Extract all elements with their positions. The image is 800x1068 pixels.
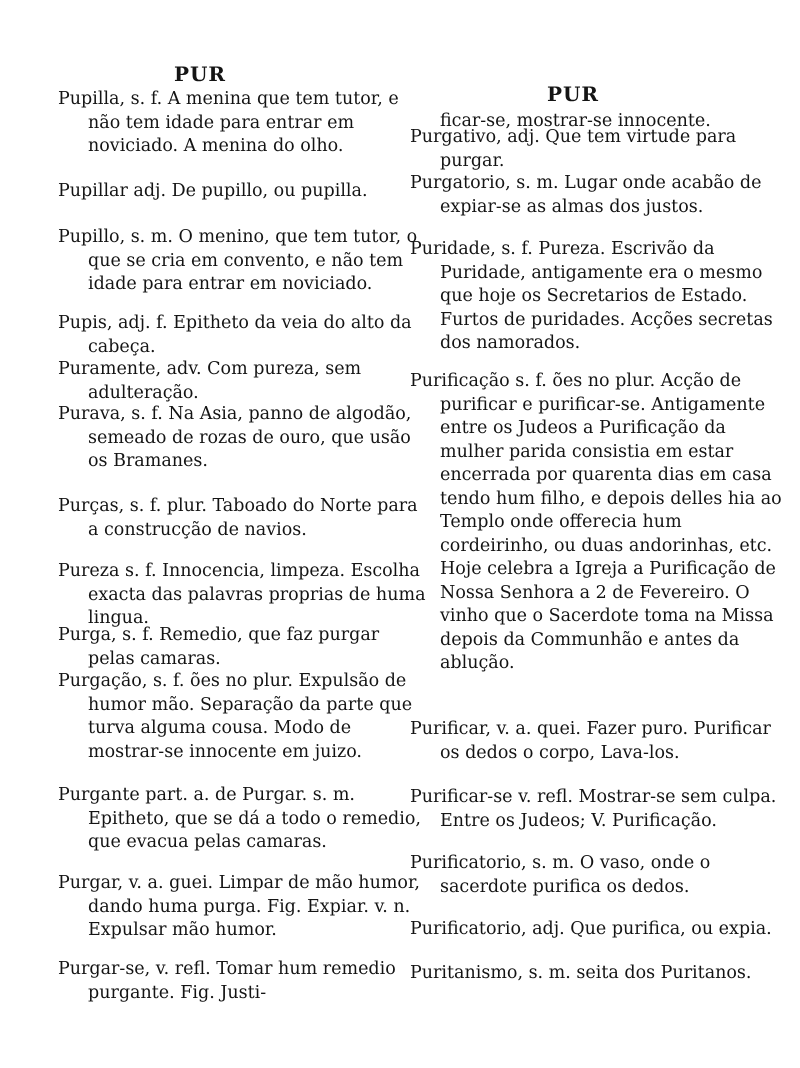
- entry-definition: , adj. f. Epitheto da veia do alto da cabeça.: [88, 313, 412, 357]
- entry-headword: Purificatorio: [410, 919, 521, 939]
- entry-headword: Purava: [58, 404, 121, 424]
- dictionary-entry: [410, 172, 792, 219]
- right-running-header: PUR: [546, 82, 600, 106]
- dictionary-entry: [410, 126, 792, 173]
- dictionary-entry: [58, 495, 430, 542]
- dictionary-entry: [410, 238, 792, 356]
- entry-definition: , s. m. seita dos Puritanos.: [517, 963, 752, 983]
- entry-headword: Purificação: [410, 371, 510, 391]
- entry-definition: , s. f. A menina que tem tutor, e não tem idade para entrar em noviciado. A menina do olho.: [88, 89, 399, 156]
- dictionary-entry: [58, 226, 430, 297]
- entry-definition: s. f. Innocencia, limpeza. Escolha exacta das palavras proprias de huma lingua.: [88, 561, 426, 628]
- entry-definition: , adv. Com pureza, sem adulteração.: [88, 359, 362, 403]
- entry-headword: Pupis: [58, 313, 107, 333]
- dictionary-entry: [58, 312, 430, 359]
- dictionary-entry: [58, 358, 430, 405]
- entry-headword: Purgante: [58, 785, 140, 805]
- dictionary-entry: [58, 872, 430, 943]
- entry-definition: , s. f. plur. Taboado do Norte para a construcção de navios.: [88, 496, 418, 540]
- entry-definition: , adj. Que purifica, ou expia.: [520, 919, 772, 939]
- dictionary-entry: [58, 624, 430, 671]
- entry-headword: Purgar-se: [58, 959, 145, 979]
- entry-definition: , v. refl. Tomar hum remedio purgante. Fig. Justi-: [88, 959, 396, 1003]
- entry-definition: , s. m. O menino, que tem tutor, o que se cria em convento, e não tem idade para entrar em noviciado.: [88, 227, 418, 294]
- left-running-header: PUR: [173, 62, 227, 86]
- dictionary-entry: [410, 718, 792, 765]
- entry-headword: Purgatorio: [410, 173, 506, 193]
- entry-definition: , s. m. O vaso, onde o sacerdote purifica os dedos.: [440, 853, 711, 897]
- dictionary-entry: [410, 962, 792, 986]
- dictionary-entry: [410, 918, 792, 942]
- entry-headword: Pupilla: [58, 89, 120, 109]
- entry-definition: , s. m. Lugar onde acabão de expiar-se as almas dos justos.: [440, 173, 762, 217]
- entry-definition: s. f. ões no plur. Acção de purificar e purificar-se. Antigamente entre os Judeos a Purificação da mulher parida consistia em estar encerrada por quarenta dias em casa tendo hum filho, e depois delles hia ao Templo onde offerecia hum cordeirinho, ou duas andorinhas, etc. Hoje celebra a Igreja a Purificação de Nossa Senhora a 2 de Fevereiro. O vinho que o Sacerdote toma na Missa depois da Communhão e antes da ablução.: [440, 371, 782, 673]
- entry-headword: Purgação: [58, 671, 142, 691]
- entry-headword: Pupillar: [58, 181, 128, 201]
- entry-headword: Puritanismo: [410, 963, 518, 983]
- entry-headword: Pureza: [58, 561, 120, 581]
- entry-headword: Puramente: [58, 359, 156, 379]
- dictionary-entry: [58, 784, 430, 855]
- entry-headword: Purças: [58, 496, 119, 516]
- dictionary-entry: [410, 370, 792, 676]
- dictionary-entry: [58, 560, 430, 631]
- entry-definition: , v. a. quei. Fazer puro. Purificar os dedos o corpo, Lava-los.: [440, 719, 771, 763]
- dictionary-entry: [58, 180, 430, 204]
- entry-definition: adj. De pupillo, ou pupilla.: [127, 181, 368, 201]
- entry-headword: Purificar: [410, 719, 486, 739]
- dictionary-entry: [410, 786, 792, 833]
- dictionary-entry: [58, 670, 430, 764]
- entry-definition: , s. f. Remedio, que faz purgar pelas camaras.: [88, 625, 380, 669]
- entry-definition: , s. f. Na Asia, panno de algodão, semeado de rozas de ouro, que usão os Bramanes.: [88, 404, 412, 471]
- entry-definition: , v. a. guei. Limpar de mão humor, dando huma purga. Fig. Expiar. v. n. Expulsar mão humor.: [88, 873, 420, 940]
- entry-headword: Purificar-se: [410, 787, 513, 807]
- entry-definition: , adj. Que tem virtude para purgar.: [440, 127, 737, 171]
- entry-headword: Purga: [58, 625, 112, 645]
- dictionary-entry: [410, 852, 792, 899]
- entry-definition: ficar-se, mostrar-se innocente.: [440, 111, 711, 131]
- entry-headword: Purgar: [58, 873, 118, 893]
- entry-headword: Purificatorio: [410, 853, 521, 873]
- entry-definition: part. a. de Purgar. s. m. Epitheto, que se dá a todo o remedio, que evacua pelas camaras.: [88, 785, 421, 852]
- entry-definition: , s. f. Pureza. Escrivão da Puridade, antigamente era o mesmo que hoje os Secretarios de Estado. Furtos de puridades. Acções secretas dos namorados.: [440, 239, 773, 353]
- entry-headword: Pupillo: [58, 227, 120, 247]
- entry-headword: Puridade: [410, 239, 491, 259]
- entry-headword: Purgativo: [410, 127, 497, 147]
- dictionary-entry: [58, 403, 430, 474]
- dictionary-entry: [58, 958, 430, 1005]
- entry-definition: , s. f. ões no plur. Expulsão de humor mão. Separação da parte que turva alguma cousa. Modo de mostrar-se innocente em juizo.: [88, 671, 413, 762]
- entry-definition: v. refl. Mostrar-se sem culpa. Entre os Judeos; V. Purificação.: [440, 787, 777, 831]
- dictionary-entry: [58, 88, 430, 159]
